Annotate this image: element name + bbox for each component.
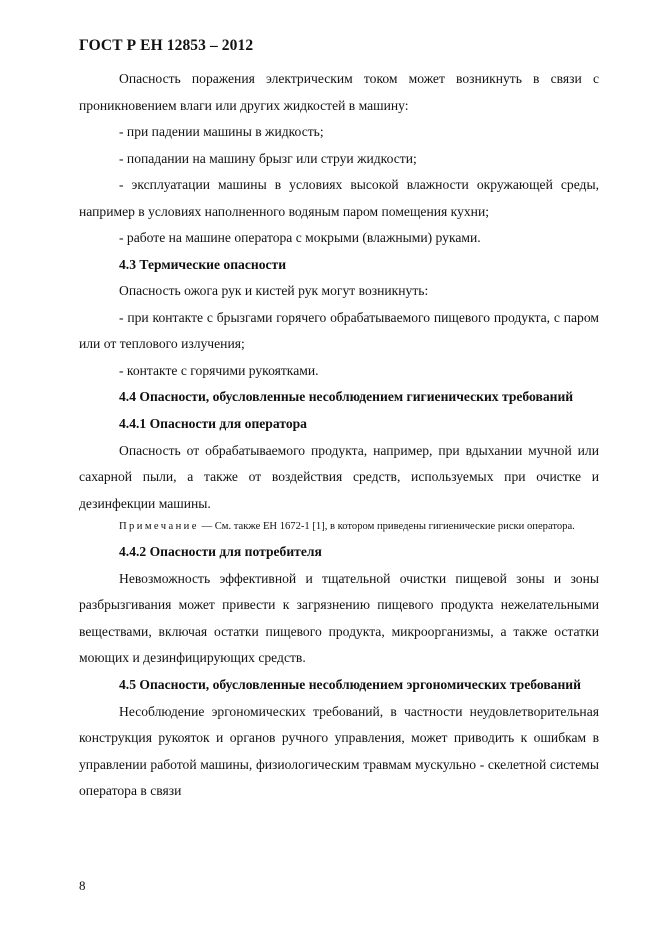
list-item: - при падении машины в жидкость; [119, 124, 324, 139]
note-label: Примечание [119, 521, 199, 532]
list-item: - при контакте с брызгами горячего обрабатываемого пищевого продукта, с паром или от теплового излучения; [79, 309, 599, 351]
note-text: — См. также ЕН 1672-1 [1], в котором приведены гигиенические риски оператора. [198, 521, 575, 532]
document-body [79, 66, 599, 805]
list-item: - попадании на машину брызг или струи жидкости; [119, 150, 417, 166]
section-heading-4-3: 4.3 Термические опасности [119, 256, 287, 272]
section-heading-4-4: 4.4 Опасности, обусловленные несоблюдением гигиенических требований [119, 389, 574, 404]
list-item: - эксплуатации машины в условиях высокой влажности окружающей среды, например в условиях наполненного водяным паром помещения кухни; [79, 177, 599, 219]
section-heading-4-5: 4.5 Опасности, обусловленные несоблюдением эргономических требований [119, 676, 581, 692]
paragraph: Несоблюдение эргономических требований, в частности неудовлетворительная конструкция рукояток и органов ручного управления, может приводить к ошибкам в управлении работой машины, физиологическим травмам мускульно - скелетной системы оператора в связи [79, 703, 599, 798]
paragraph: Опасность поражения электрическим током может возникнуть в связи с проникновением влаги или других жидкостей в машину: [79, 71, 599, 113]
paragraph: Опасность от обрабатываемого продукта, например, при вдыхании мучной или сахарной пыли, а также от воздействия средств, используемых при очистке и дезинфекции машины. [79, 442, 599, 511]
note [79, 519, 599, 535]
section-heading-4-4-1: 4.4.1 Опасности для оператора [119, 416, 307, 431]
section-heading-4-4-2: 4.4.2 Опасности для потребителя [119, 544, 322, 559]
paragraph: Опасность ожога рук и кистей рук могут возникнуть: [119, 283, 429, 298]
document-header: ГОСТ Р ЕН 12853 – 2012 [79, 37, 254, 54]
list-item: - контакте с горячими рукоятками. [119, 362, 319, 378]
paragraph: Невозможность эффективной и тщательной очистки пищевой зоны и зоны разбрызгивания может привести к загрязнению пищевого продукта нежелательными веществами, включая остатки пищевого продукта, микроорганизмы, а также остатки моющих и дезинфицирующих средств. [79, 570, 599, 665]
page-number: 8 [79, 878, 86, 893]
list-item: - работе на машине оператора с мокрыми (влажными) руками. [119, 230, 481, 245]
